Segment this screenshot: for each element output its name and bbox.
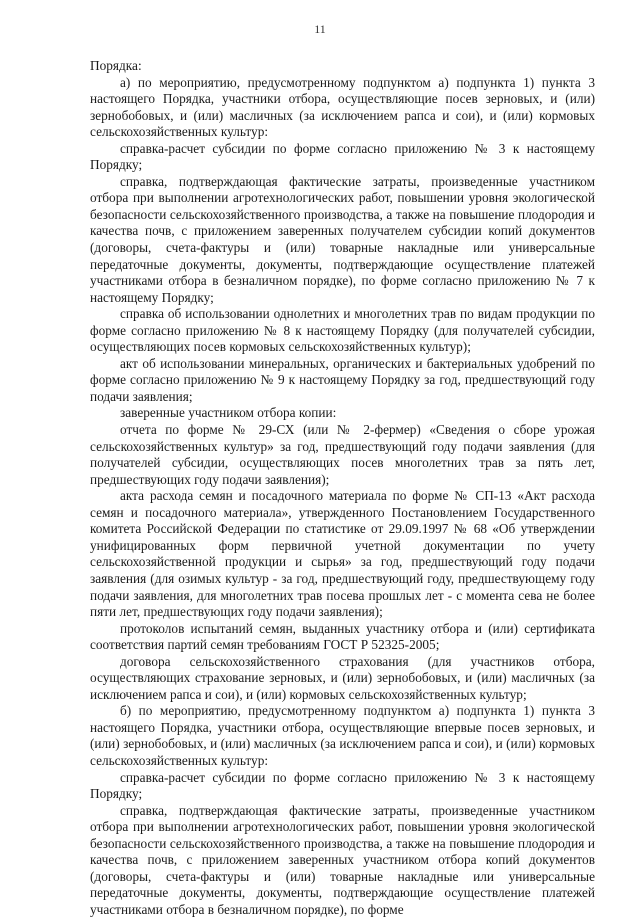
paragraph: справка, подтверждающая фактические затраты, произведенные участником отбора при выполнении агротехнологических работ, повышении уровня экологической безопасности сельскохозяйственного производства, а также на повышение плодородия и качества почв, с приложением заверенных участником отбора копий документов (договоры, счета-фактуры и (или) товарные накладные или универсальные передаточные документы, документы, подтверждающие осуществление платежей участниками отбора в безналичном порядке), по форме — [90, 802, 595, 917]
document-body — [90, 58, 595, 918]
paragraph: акт об использовании минеральных, органических и бактериальных удобрений по форме согласно приложению № 9 к настоящему Порядку за год, предшествующий году подачи заявления; — [90, 355, 595, 404]
paragraph: акта расхода семян и посадочного материала по форме № СП-13 «Акт расхода семян и посадочного материала», утвержденного Постановлением Государственного комитета Российской Федерации по статистике от 29.09.1997 № 68 «Об утверждении унифицированных форм первичной учетной документации по учету сельскохозяйственной продукции и сырья» за год, предшествующий году подачи заявления (для озимых культур - за год, предшествующий году, предшествующему году подачи заявления, для многолетних трав посева прошлых лет - с момента сева не более пяти лет, предшествующих году подачи заявления); — [90, 488, 595, 620]
page-number: 11 — [314, 22, 326, 36]
paragraph: договора сельскохозяйственного страхования (для участников отбора, осуществляющих страхование зерновых, и (или) зернобобовых, и (или) масличных (за исключением рапса и сои), и (или) кормовых сельскохозяйственных культур; — [90, 653, 595, 702]
paragraph: отчета по форме № 29-СХ (или № 2-фермер) «Сведения о сборе урожая сельскохозяйственных культур» за год, предшествующий году подачи заявления (для получателей субсидии, осуществляющих посев многолетних трав за пять лет, предшествующих году подачи заявления); — [90, 422, 595, 487]
paragraph: справка-расчет субсидии по форме согласно приложению № 3 к настоящему Порядку; — [90, 769, 595, 802]
paragraph: а) по мероприятию, предусмотренному подпунктом а) подпункта 1) пункта 3 настоящего Порядка, участники отбора, осуществляющие посев зерновых, и (или) зернобобовых, и (или) масличных (за исключением рапса и сои), и (или) кормовых сельскохозяйственных культур: — [90, 74, 595, 140]
paragraph: справка-расчет субсидии по форме согласно приложению № 3 к настоящему Порядку; — [90, 140, 595, 173]
paragraph: справка об использовании однолетних и многолетних трав по видам продукции по форме согласно приложению № 8 к настоящему Порядку (для получателей субсидии, осуществляющих посев кормовых сельскохозяйственных культур); — [90, 306, 595, 355]
paragraph: б) по мероприятию, предусмотренному подпунктом а) подпункта 1) пункта 3 настоящего Порядка, участники отбора, осуществляющие впервые посев зерновых, и (или) зернобобовых, и (или) масличных (за исключением рапса и сои), и (или) кормовых сельскохозяйственных культур: — [90, 703, 595, 768]
paragraph: справка, подтверждающая фактические затраты, произведенные участником отбора при выполнении агротехнологических работ, повышении уровня экологической безопасности сельскохозяйственного производства, а также на повышение плодородия и качества почв, с приложением заверенных получателем субсидии копий документов (договоры, счета-фактуры и (или) товарные накладные или универсальные передаточные документы, документы, подтверждающие осуществление платежей участниками отбора в безналичном порядке), по форме согласно приложению № 7 к настоящему Порядку; — [90, 173, 595, 305]
paragraph: заверенные участником отбора копии: — [120, 405, 337, 421]
paragraph: протоколов испытаний семян, выданных участнику отбора и (или) сертификата соответствия партий семян требованиям ГОСТ Р 52325-2005; — [90, 620, 595, 653]
paragraph: Порядка: — [90, 58, 142, 73]
